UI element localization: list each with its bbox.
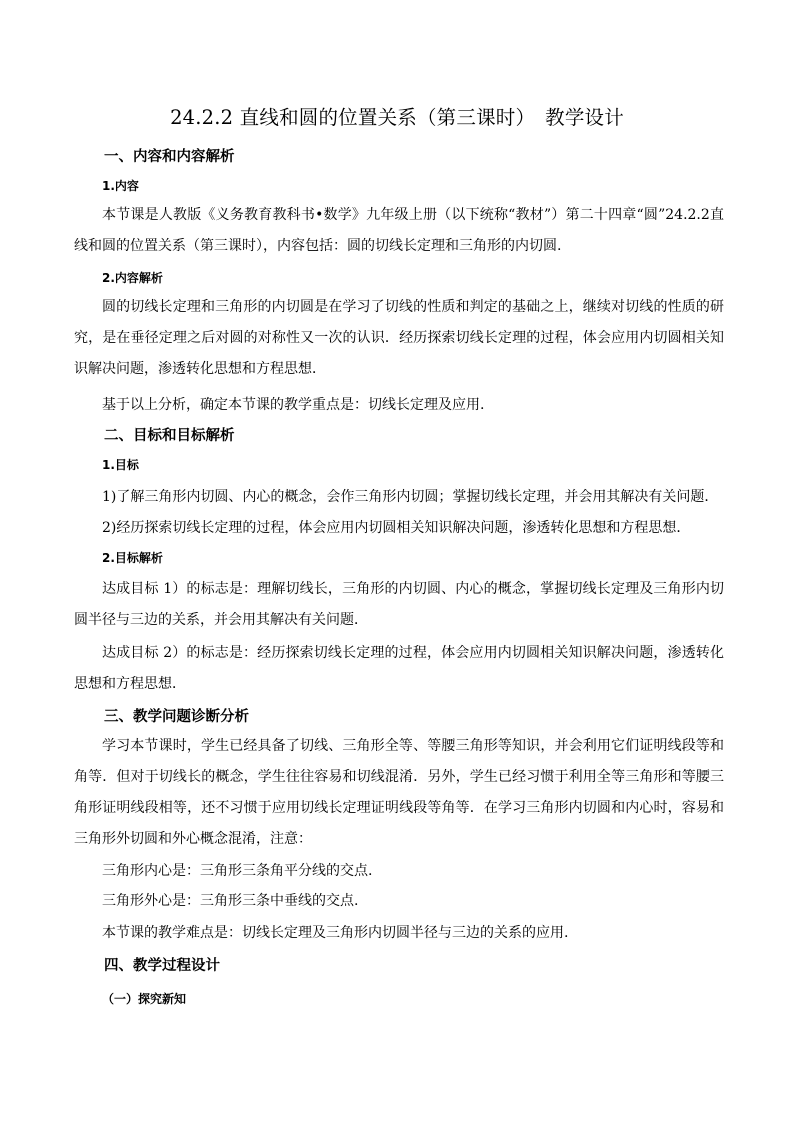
section-1-content-paragraph: 本节课是人教版《义务教育教科书•数学》九年级上册（以下统称“教材”）第二十四章“圆”24.2.2直线和圆的位置关系（第三课时），内容包括：圆的切线长定理和三角形的内切圆. — [74, 207, 724, 254]
section-3-heading: 三、教学问题诊断分析 — [104, 709, 249, 725]
section-2-subheading-goal-analysis: 2.目标解析 — [102, 551, 163, 565]
section-4-subheading-explore: （一）探究新知 — [102, 992, 187, 1006]
section-3-paragraph: 学习本节课时，学生已经具备了切线、三角形全等、等腰三角形等知识，并会利用它们证明线段等和角等．但对于切线长的概念，学生往往容易和切线混淆．另外，学生已经习惯于利用全等三角形和等腰三角形证明线段相等，还不习惯于应用切线长定理证明线段等角等．在学习三角形内切圆和内心时，容易和三角形外切圆和外心概念混淆，注意： — [74, 738, 724, 847]
section-1-heading: 一、内容和内容解析 — [104, 149, 235, 165]
section-1-subheading-analysis: 2.内容解析 — [102, 271, 163, 285]
document-title: 24.2.2 直线和圆的位置关系（第三课时） 教学设计 — [170, 106, 624, 129]
goal-1: 1)了解三角形内切圆、内心的概念，会作三角形内切圆；掌握切线长定理，并会用其解决有关问题． — [102, 489, 719, 505]
incenter-note: 三角形内心是：三角形三条角平分线的交点. — [102, 863, 373, 879]
goal-analysis-paragraph-1: 达成目标 1）的标志是：理解切线长，三角形的内切圆、内心的概念，掌握切线长定理及三角形内切圆半径与三边的关系，并会用其解决有关问题． — [74, 581, 724, 628]
teaching-difficulty: 本节课的教学难点是：切线长定理及三角形内切圆半径与三边的关系的应用. — [102, 925, 569, 941]
section-2-heading: 二、目标和目标解析 — [104, 428, 235, 444]
goal-2: 2)经历探索切线长定理的过程，体会应用内切圆相关知识解决问题，渗透转化思想和方程思想． — [102, 520, 691, 536]
goal-analysis-paragraph-2: 达成目标 2）的标志是：经历探索切线长定理的过程，体会应用内切圆相关知识解决问题，渗透转化思想和方程思想． — [74, 645, 724, 692]
section-1-key-point: 基于以上分析，确定本节课的教学重点是：切线长定理及应用. — [102, 397, 485, 413]
circumcenter-note: 三角形外心是：三角形三条中垂线的交点. — [102, 893, 359, 909]
section-1-subheading-content: 1.内容 — [102, 179, 139, 193]
section-2-subheading-goals: 1.目标 — [102, 458, 139, 472]
section-4-heading: 四、教学过程设计 — [104, 958, 220, 974]
section-1-analysis-paragraph: 圆的切线长定理和三角形的内切圆是在学习了切线的性质和判定的基础之上，继续对切线的性质的研究，是在垂径定理之后对圆的对称性又一次的认识．经历探索切线长定理的过程，体会应用内切圆相关知识解决问题，渗透转化思想和方程思想． — [74, 299, 724, 377]
